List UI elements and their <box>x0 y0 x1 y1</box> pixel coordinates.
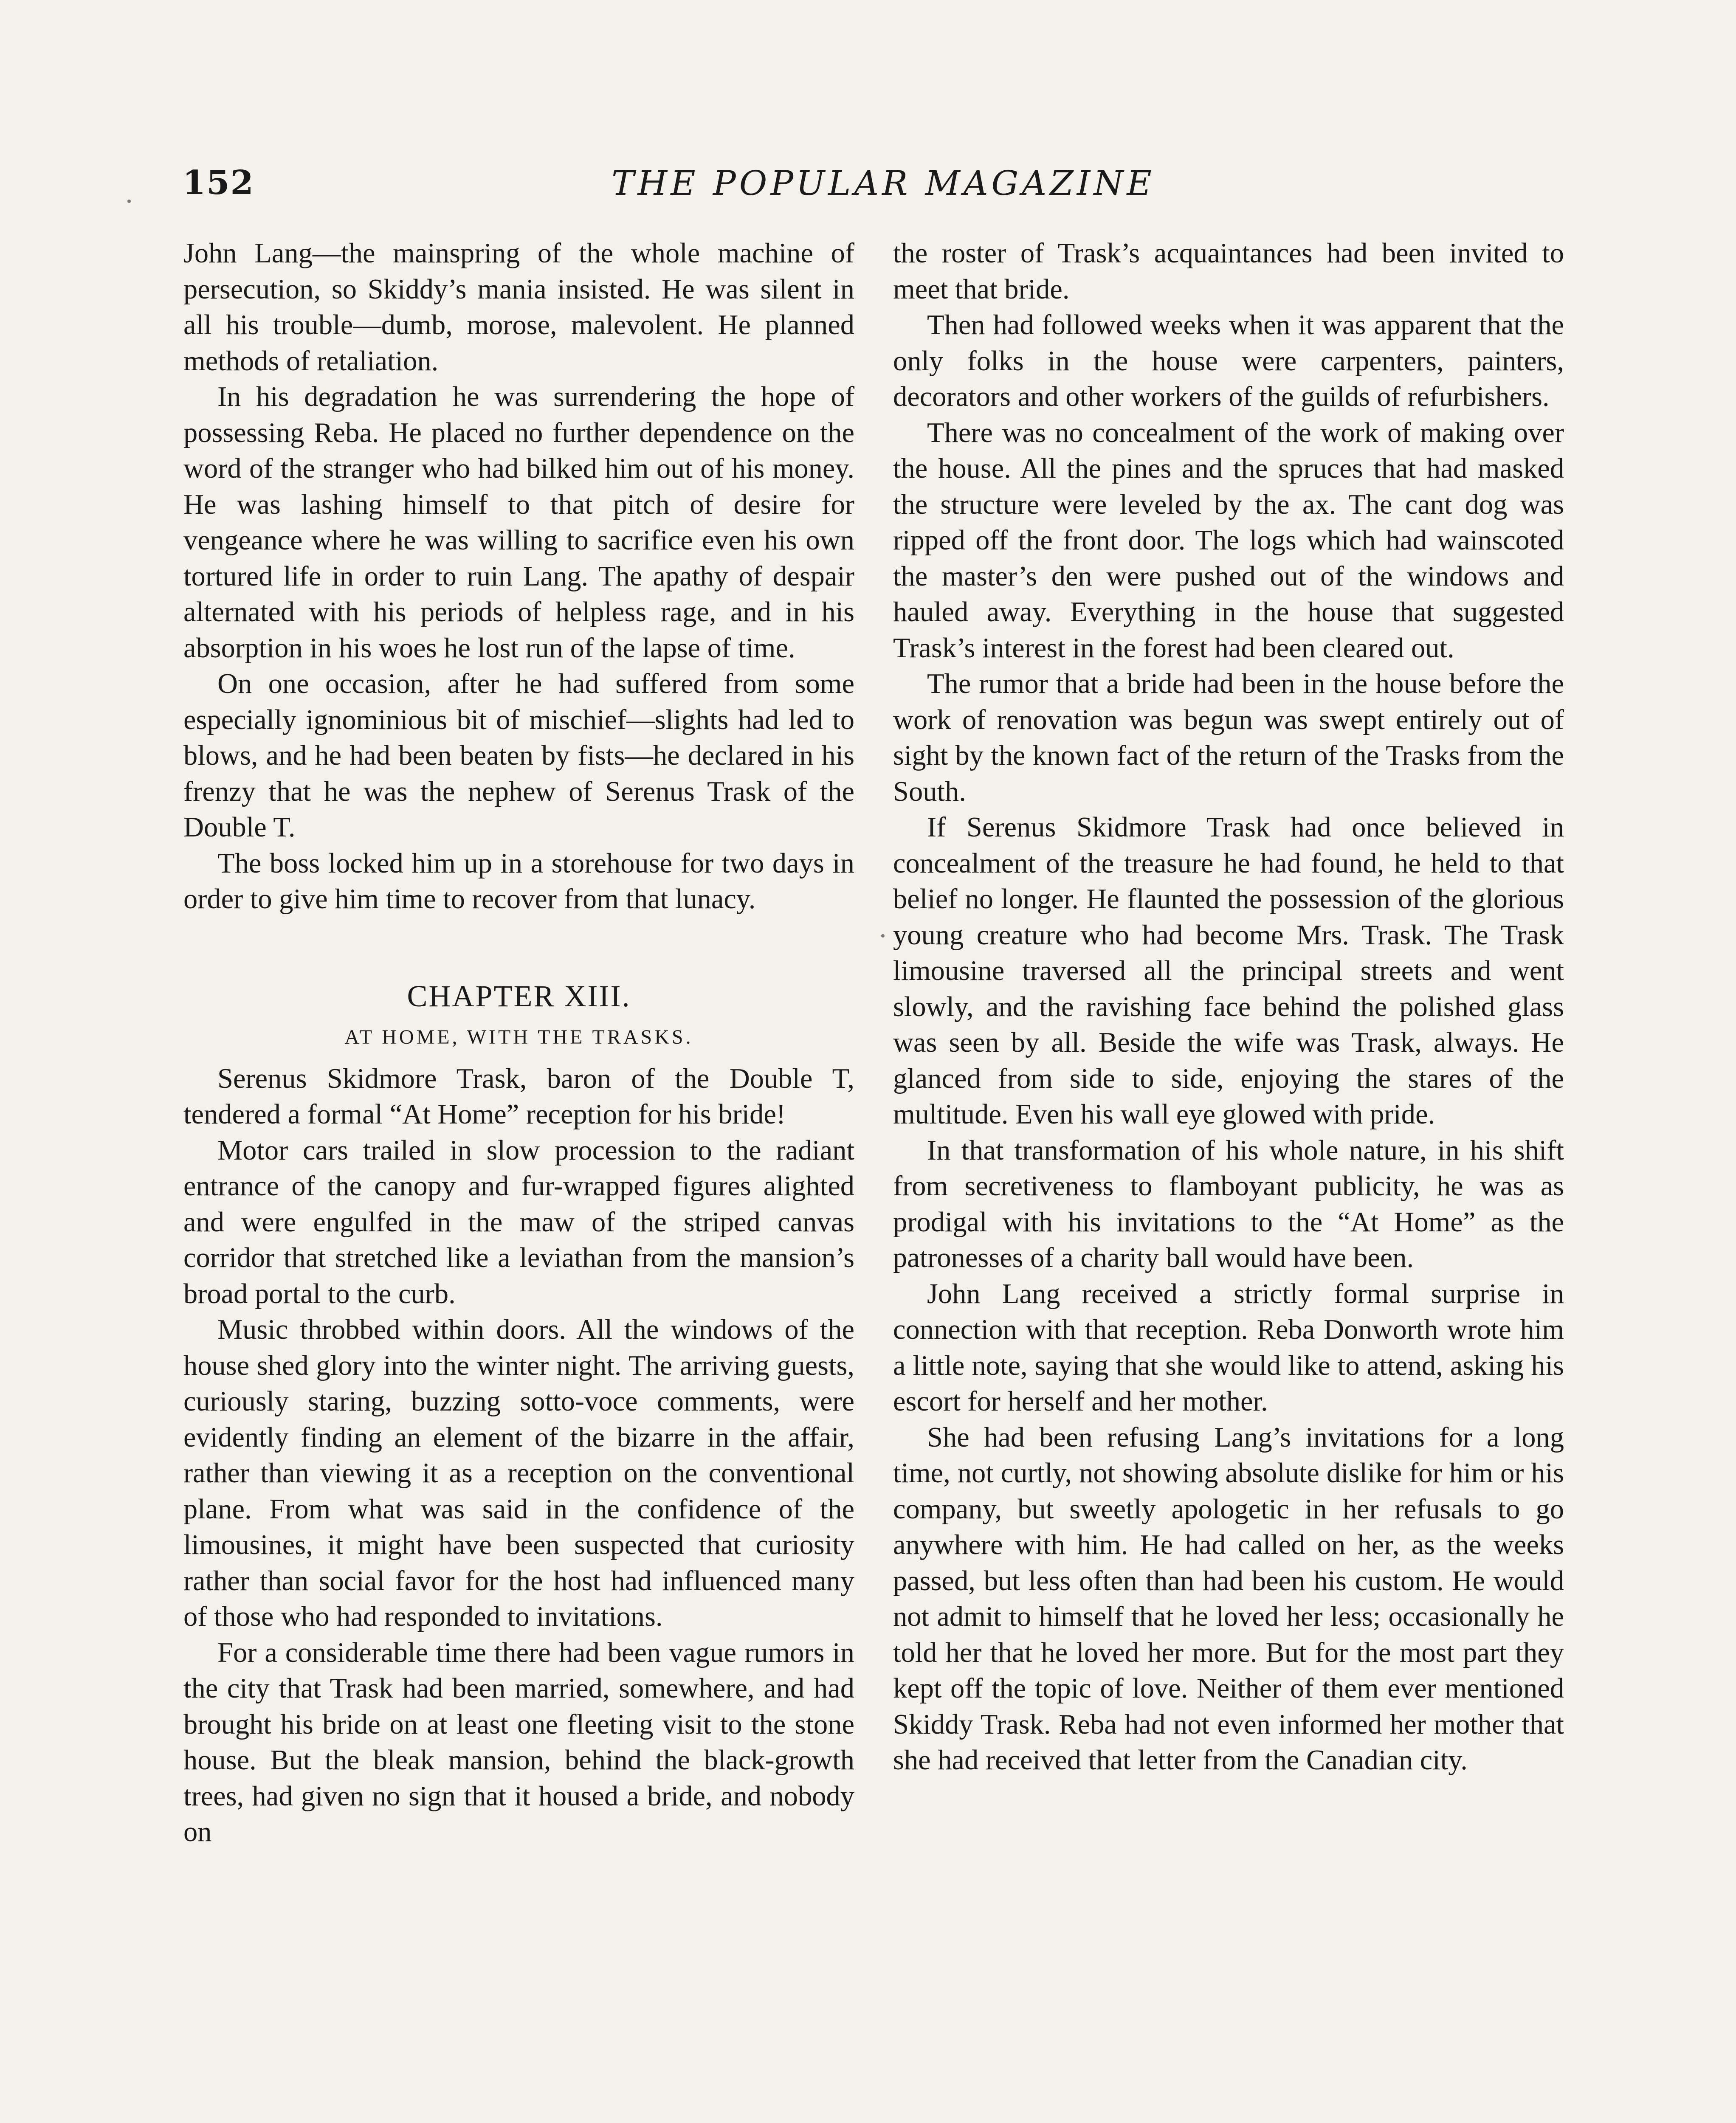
print-speck <box>881 934 885 938</box>
paragraph: John Lang—the mainspring of the whole machine of persecution, so Skiddy’s mania insisted. He was silent in all his trouble—dumb, morose, malevolent. He planned methods of retaliation. <box>183 238 854 377</box>
print-speck <box>127 200 131 203</box>
paragraph: In that transformation of his whole nature, in his shift from secretiveness to flamboyant publicity, he was as prodigal with his invitations to the “At Home” as the patronesses of a charity ball would have been. <box>893 1135 1564 1273</box>
paragraph: Then had followed weeks when it was apparent that the only folks in the house were carpenters, painters, decorators and other workers of the guilds of refurbishers. <box>893 310 1564 412</box>
paragraph: In his degradation he was surrendering the hope of possessing Reba. He placed no further dependence on the word of the stranger who had bilked him out of his money. He was lashing himself to that pitch of desire for vengeance where he was willing to sacrifice even his own tortured life in order to ruin Lang. The apathy of despair alternated with his periods of helpless rage, and in his absorption in his woes he lost run of the lapse of time. <box>183 381 854 664</box>
paragraph: The rumor that a bride had been in the house before the work of renovation was begun was swept entirely out of sight by the known fact of the return of the Trasks from the South. <box>893 668 1564 807</box>
paragraph: On one occasion, after he had suffered from some especially ignominious bit of mischief—slights had led to blows, and he had been beaten by fists—he declared in his frenzy that he was the nephew of Serenus Trask of the Double T. <box>183 668 854 843</box>
right-column <box>893 236 1564 1779</box>
running-title: THE POPULAR MAGAZINE <box>612 163 1155 203</box>
chapter-title: CHAPTER XIII. <box>407 979 631 1013</box>
paragraph: The boss locked him up in a storehouse for two days in order to give him time to recover from that lunacy. <box>183 848 854 915</box>
paragraph: Serenus Skidmore Trask, baron of the Double T, tendered a formal “At Home” reception for his bride! <box>183 1063 854 1130</box>
paragraph: She had been refusing Lang’s invitations for a long time, not curtly, not showing absolute dislike for him or his company, but sweetly apologetic in her refusals to go anywhere with him. He had called on her, as the weeks passed, but less often than had been his custom. He would not admit to himself that he loved her less; occasionally he told her that he loved her more. But for the most part they kept off the topic of love. Neither of them ever mentioned Skiddy Trask. Reba had not even informed her mother that she had received that letter from the Canadian city. <box>893 1422 1564 1776</box>
chapter-subtitle: AT HOME, WITH THE TRASKS. <box>344 1025 693 1048</box>
paragraph: Music throbbed within doors. All the windows of the house shed glory into the winter night. The arriving guests, curiously staring, buzzing sotto-voce comments, were evidently finding an element of the bizarre in the affair, rather than viewing it as a reception on the conventional plane. From what was said in the confidence of the limousines, it might have been suspected that curiosity rather than social favor for the host had influenced many of those who had responded to invitations. <box>183 1314 854 1632</box>
left-column <box>183 236 854 1850</box>
paragraph: the roster of Trask’s acquaintances had been invited to meet that bride. <box>893 238 1564 305</box>
paragraph: Motor cars trailed in slow procession to the radiant entrance of the canopy and fur-wrapped figures alighted and were engulfed in the maw of the striped canvas corridor that stretched like a leviathan from the mansion’s broad portal to the curb. <box>183 1135 854 1309</box>
paragraph: There was no concealment of the work of making over the house. All the pines and the spruces that had masked the structure were leveled by the ax. The cant dog was ripped off the front door. The logs which had wainscoted the master’s den were pushed out of the windows and hauled away. Everything in the house that suggested Trask’s interest in the forest had been cleared out. <box>893 417 1564 664</box>
page-number: 152 <box>183 163 254 202</box>
paragraph: For a considerable time there had been vague rumors in the city that Trask had been married, somewhere, and had brought his bride on at least one fleeting visit to the stone house. But the bleak mansion, behind the black-growth trees, had given no sign that it housed a bride, and nobody on <box>183 1637 854 1847</box>
paragraph: John Lang received a strictly formal surprise in connection with that reception. Reba Donworth wrote him a little note, saying that she would like to attend, asking his escort for herself and her mother. <box>893 1278 1564 1417</box>
paragraph: If Serenus Skidmore Trask had once believed in concealment of the treasure he had found, he held to that belief no longer. He flaunted the possession of the glorious young creature who had become Mrs. Trask. The Trask limousine traversed all the principal streets and went slowly, and the ravishing face behind the polished glass was seen by all. Beside the wife was Trask, always. He glanced from side to side, enjoying the stares of the multitude. Even his wall eye glowed with pride. <box>893 812 1564 1130</box>
